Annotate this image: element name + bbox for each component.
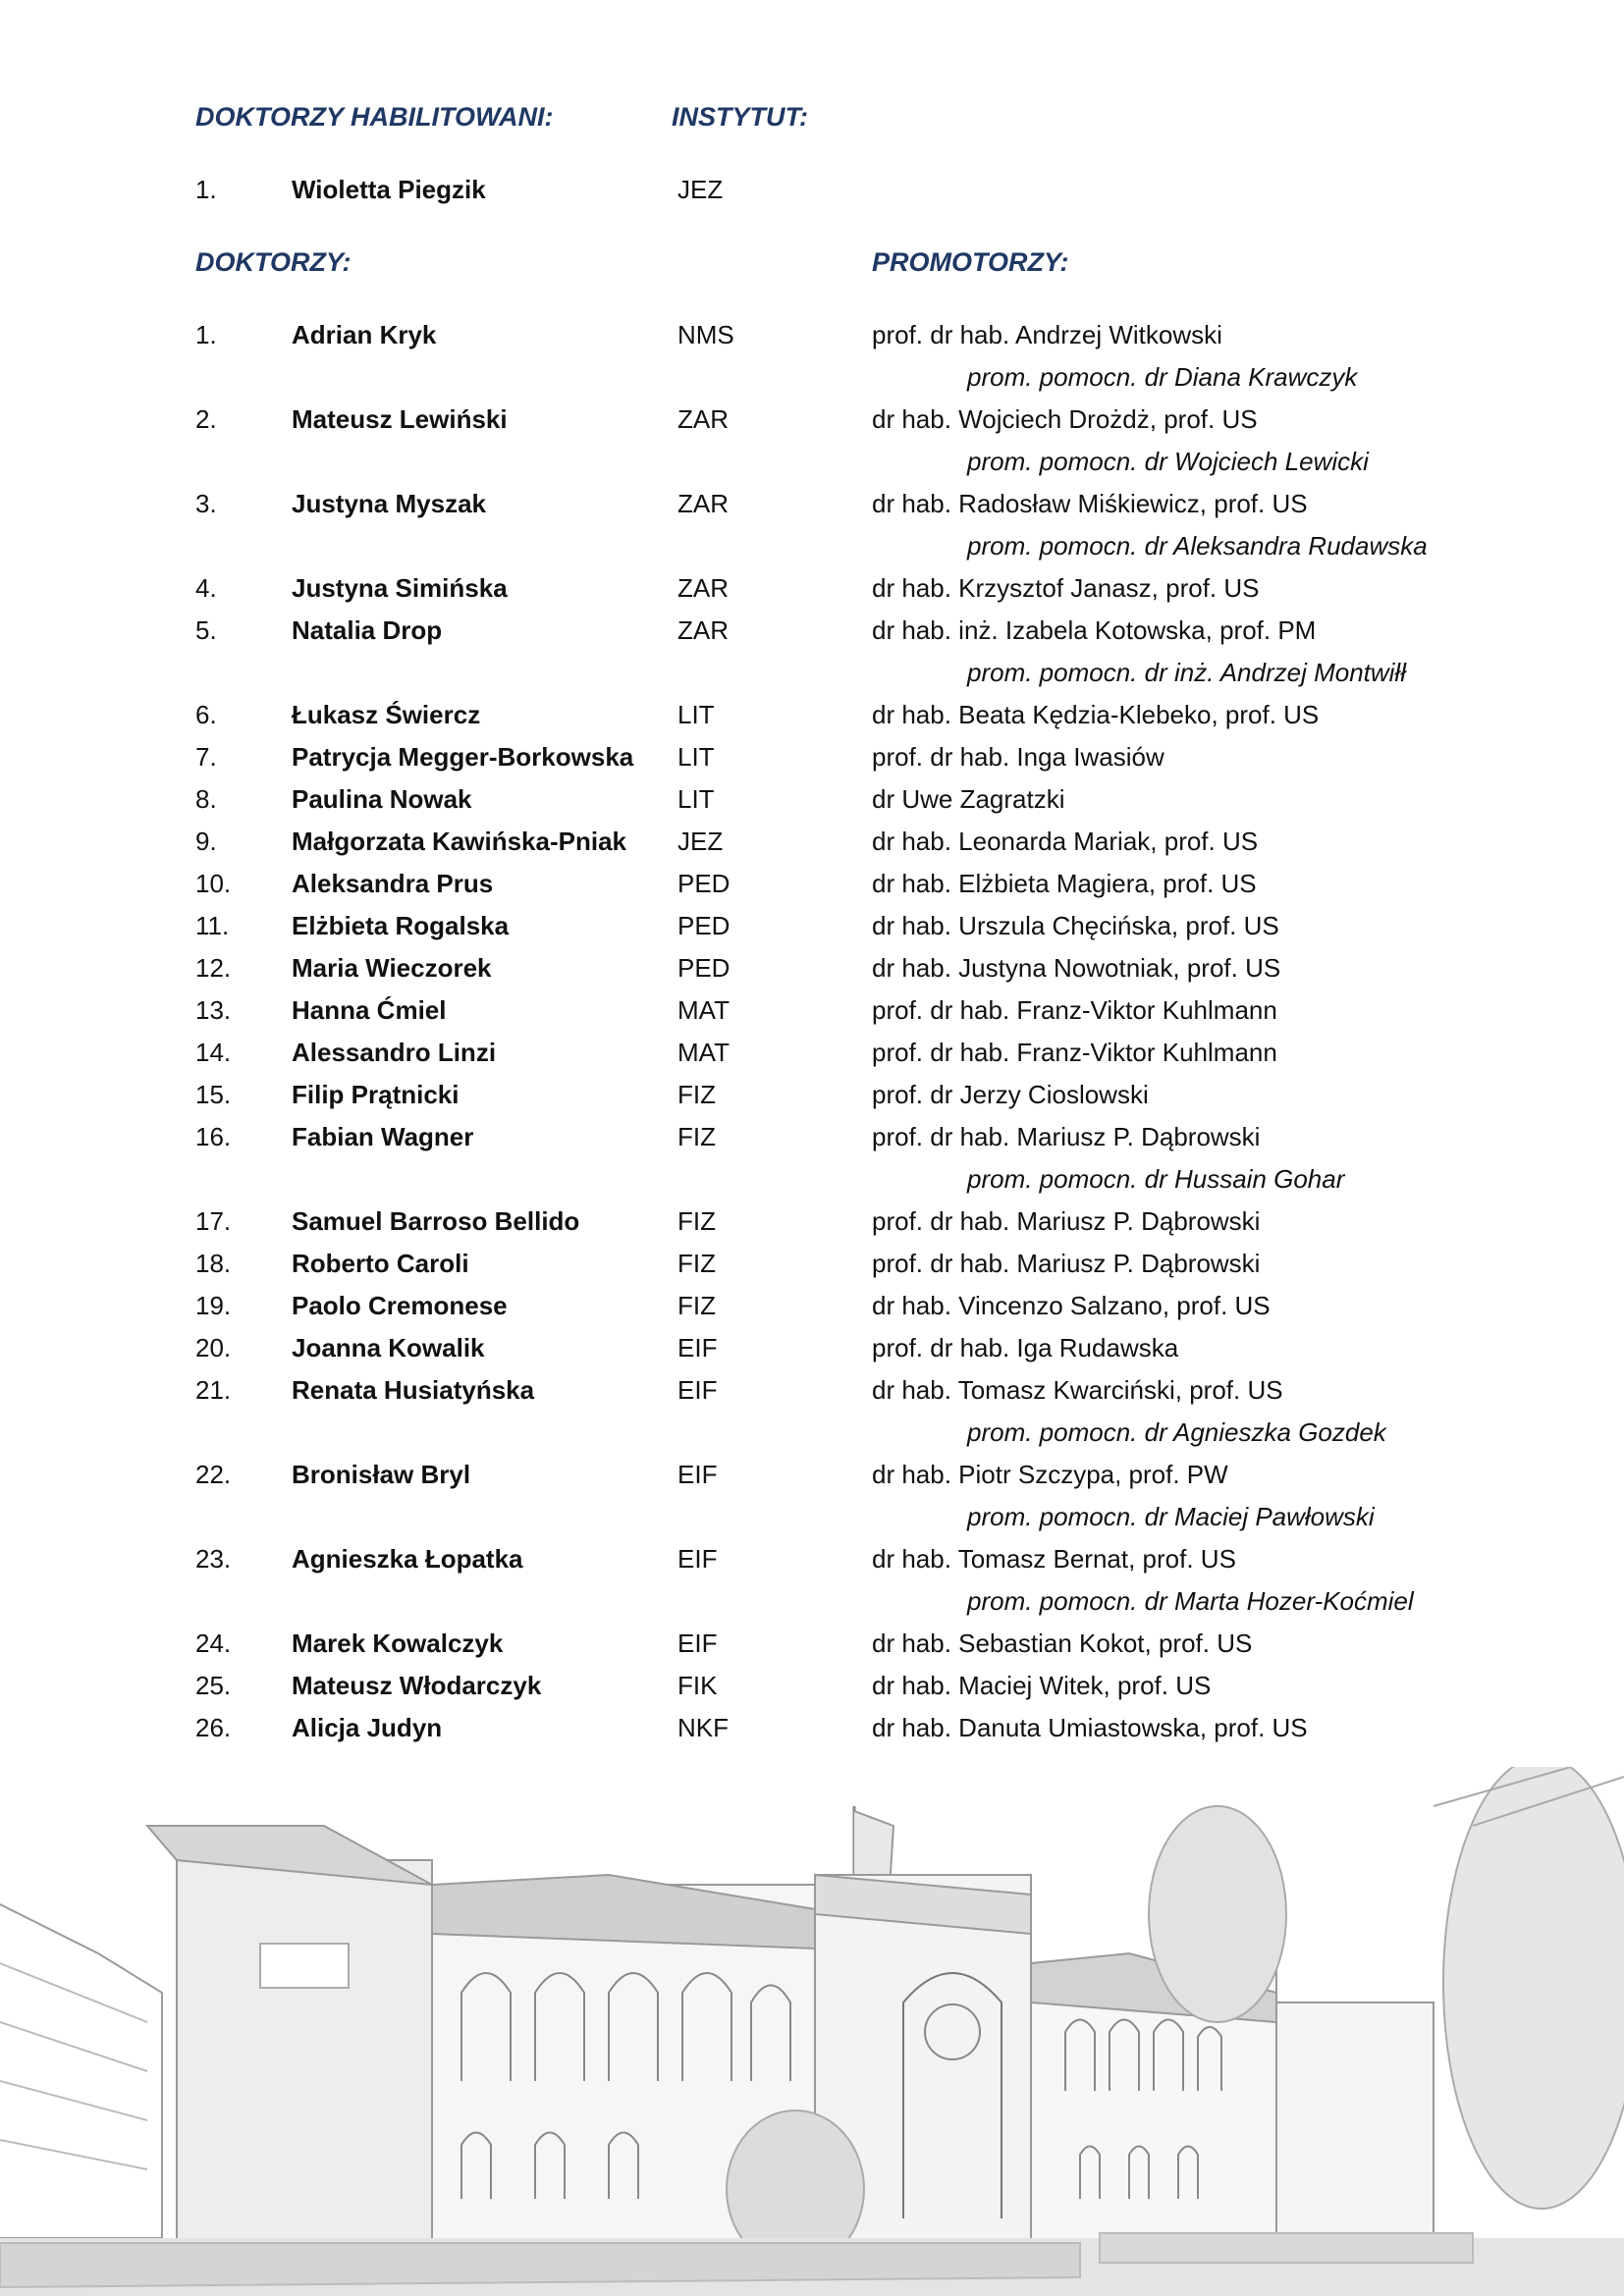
doctor-row [0, 1707, 1624, 1749]
supervisor-name: dr hab. Krzysztof Janasz, prof. US [872, 573, 1260, 603]
institute-code: FIZ [677, 1249, 716, 1278]
supervisor-name: prof. dr hab. Franz-Viktor Kuhlmann [872, 995, 1277, 1025]
person-name: Marek Kowalczyk [292, 1629, 504, 1658]
row-number: 12. [195, 953, 232, 983]
doctor-row [0, 1116, 1624, 1158]
institute-code: LIT [677, 784, 715, 814]
row-number: 10. [195, 869, 232, 898]
assistant-supervisor-name: prom. pomocn. dr Agnieszka Gozdek [967, 1417, 1386, 1447]
person-name: Justyna Simińska [292, 573, 508, 603]
person-name: Alessandro Linzi [292, 1038, 497, 1067]
row-number: 7. [195, 742, 217, 772]
assistant-supervisor-name: prom. pomocn. dr Diana Krawczyk [967, 362, 1358, 392]
row-number: 22. [195, 1460, 232, 1489]
person-name: Alicja Judyn [292, 1713, 443, 1742]
person-name: Adrian Kryk [292, 320, 437, 349]
doctor-row [0, 736, 1624, 778]
assistant-supervisor-name: prom. pomocn. dr Wojciech Lewicki [967, 447, 1369, 476]
person-name: Filip Prątnicki [292, 1080, 460, 1109]
supervisor-name: dr hab. Wojciech Drożdż, prof. US [872, 404, 1258, 434]
row-number: 13. [195, 995, 232, 1025]
row-number: 20. [195, 1333, 232, 1362]
supervisor-name: dr hab. Vincenzo Salzano, prof. US [872, 1291, 1271, 1320]
doctor-row [0, 905, 1624, 947]
institute-code: EIF [677, 1629, 718, 1658]
row-number: 1. [195, 175, 217, 204]
assistant-supervisor-row [0, 1158, 1624, 1201]
supervisor-name: dr hab. Tomasz Kwarciński, prof. US [872, 1375, 1283, 1405]
doctor-row [0, 1032, 1624, 1074]
institute-code: MAT [677, 995, 730, 1025]
person-name: Hanna Ćmiel [292, 995, 447, 1025]
institute-code: MAT [677, 1038, 730, 1067]
supervisor-name: prof. dr hab. Iga Rudawska [872, 1333, 1179, 1362]
supervisor-name: dr Uwe Zagratzki [872, 784, 1065, 814]
row-number: 17. [195, 1206, 232, 1236]
doctor-row [0, 947, 1624, 989]
institute-code: EIF [677, 1375, 718, 1405]
assistant-supervisor-row [0, 1412, 1624, 1454]
doctors-header: DOKTORZY: [195, 247, 352, 277]
supervisor-name: dr hab. Urszula Chęcińska, prof. US [872, 911, 1279, 940]
doctor-row [0, 1243, 1624, 1285]
row-number: 5. [195, 615, 217, 645]
habilitated-row [0, 169, 1624, 211]
person-name: Paolo Cremonese [292, 1291, 508, 1320]
assistant-supervisor-name: prom. pomocn. dr Hussain Gohar [967, 1164, 1345, 1194]
person-name: Maria Wieczorek [292, 953, 492, 983]
supervisor-name: prof. dr hab. Andrzej Witkowski [872, 320, 1222, 349]
person-name: Mateusz Lewiński [292, 404, 508, 434]
supervisor-name: prof. dr hab. Mariusz P. Dąbrowski [872, 1122, 1261, 1151]
assistant-supervisor-row [0, 1580, 1624, 1623]
assistant-supervisor-row [0, 356, 1624, 399]
person-name: Justyna Myszak [292, 489, 486, 518]
person-name: Mateusz Włodarczyk [292, 1671, 542, 1700]
row-number: 21. [195, 1375, 232, 1405]
doctor-row [0, 989, 1624, 1032]
person-name: Renata Husiatyńska [292, 1375, 535, 1405]
row-number: 25. [195, 1671, 232, 1700]
person-name: Aleksandra Prus [292, 869, 494, 898]
doctor-row [0, 483, 1624, 525]
institute-code: NMS [677, 320, 734, 349]
institute-code: PED [677, 869, 731, 898]
row-number: 26. [195, 1713, 232, 1742]
row-number: 3. [195, 489, 217, 518]
person-name: Wioletta Piegzik [292, 175, 486, 204]
person-name: Fabian Wagner [292, 1122, 474, 1151]
supervisor-name: prof. dr hab. Franz-Viktor Kuhlmann [872, 1038, 1277, 1067]
row-number: 1. [195, 320, 217, 349]
person-name: Joanna Kowalik [292, 1333, 485, 1362]
supervisor-name: dr hab. Justyna Nowotniak, prof. US [872, 953, 1281, 983]
doctor-row [0, 1665, 1624, 1707]
institute-header: INSTYTUT: [672, 102, 808, 132]
row-number: 4. [195, 573, 217, 603]
row-number: 11. [195, 911, 230, 940]
institute-code: LIT [677, 700, 715, 729]
doctor-row [0, 1327, 1624, 1369]
assistant-supervisor-name: prom. pomocn. dr inż. Andrzej Montwiłł [967, 658, 1406, 687]
supervisor-name: prof. dr hab. Mariusz P. Dąbrowski [872, 1206, 1261, 1236]
institute-code: PED [677, 911, 731, 940]
institute-code: ZAR [677, 573, 729, 603]
supervisor-name: dr hab. Piotr Szczypa, prof. PW [872, 1460, 1228, 1489]
doctor-row [0, 567, 1624, 610]
supervisor-name: dr hab. Danuta Umiastowska, prof. US [872, 1713, 1308, 1742]
doctor-row [0, 1285, 1624, 1327]
institute-code: FIZ [677, 1206, 716, 1236]
institute-code: ZAR [677, 404, 729, 434]
supervisor-name: dr hab. Maciej Witek, prof. US [872, 1671, 1212, 1700]
person-name: Samuel Barroso Bellido [292, 1206, 580, 1236]
supervisor-name: dr hab. Radosław Miśkiewicz, prof. US [872, 489, 1308, 518]
institute-code: FIZ [677, 1122, 716, 1151]
supervisor-name: prof. dr Jerzy Cioslowski [872, 1080, 1149, 1109]
supervisors-header: PROMOTORZY: [872, 247, 1069, 277]
institute-code: EIF [677, 1544, 718, 1574]
habilitated-header: DOKTORZY HABILITOWANI: [195, 102, 554, 132]
supervisor-name: prof. dr hab. Mariusz P. Dąbrowski [872, 1249, 1261, 1278]
assistant-supervisor-name: prom. pomocn. dr Marta Hozer-Koćmiel [967, 1586, 1414, 1616]
assistant-supervisor-row [0, 1496, 1624, 1538]
assistant-supervisor-row [0, 525, 1624, 567]
doctor-row [0, 610, 1624, 652]
doctor-row [0, 1201, 1624, 1243]
institute-code: ZAR [677, 489, 729, 518]
person-name: Małgorzata Kawińska-Pniak [292, 827, 626, 856]
supervisor-name: dr hab. Leonarda Mariak, prof. US [872, 827, 1259, 856]
doctor-row [0, 778, 1624, 821]
assistant-supervisor-row [0, 652, 1624, 694]
institute-code: JEZ [677, 175, 724, 204]
supervisor-name: dr hab. Elżbieta Magiera, prof. US [872, 869, 1257, 898]
institute-code: EIF [677, 1333, 718, 1362]
person-name: Agnieszka Łopatka [292, 1544, 523, 1574]
person-name: Roberto Caroli [292, 1249, 469, 1278]
person-name: Patrycja Megger-Borkowska [292, 742, 634, 772]
institute-code: EIF [677, 1460, 718, 1489]
supervisor-name: prof. dr hab. Inga Iwasiów [872, 742, 1164, 772]
row-number: 18. [195, 1249, 232, 1278]
doctor-row [0, 1074, 1624, 1116]
supervisor-name: dr hab. Tomasz Bernat, prof. US [872, 1544, 1236, 1574]
row-number: 2. [195, 404, 217, 434]
row-number: 6. [195, 700, 217, 729]
supervisor-name: dr hab. Beata Kędzia-Klebeko, prof. US [872, 700, 1320, 729]
person-name: Bronisław Bryl [292, 1460, 471, 1489]
institute-code: FIZ [677, 1080, 716, 1109]
doctor-row [0, 314, 1624, 356]
university-building-sketch-icon [0, 1767, 1624, 2296]
institute-code: ZAR [677, 615, 729, 645]
row-number: 23. [195, 1544, 232, 1574]
doctor-row [0, 863, 1624, 905]
supervisor-name: dr hab. Sebastian Kokot, prof. US [872, 1629, 1253, 1658]
institute-code: LIT [677, 742, 715, 772]
person-name: Elżbieta Rogalska [292, 911, 510, 940]
person-name: Łukasz Świercz [292, 700, 481, 729]
supervisor-name: dr hab. inż. Izabela Kotowska, prof. PM [872, 615, 1317, 645]
doctor-row [0, 694, 1624, 736]
assistant-supervisor-name: prom. pomocn. dr Aleksandra Rudawska [967, 531, 1428, 561]
assistant-supervisor-name: prom. pomocn. dr Maciej Pawłowski [967, 1502, 1375, 1531]
row-number: 24. [195, 1629, 232, 1658]
person-name: Natalia Drop [292, 615, 443, 645]
assistant-supervisor-row [0, 441, 1624, 483]
institute-code: JEZ [677, 827, 724, 856]
institute-code: PED [677, 953, 731, 983]
row-number: 8. [195, 784, 217, 814]
row-number: 14. [195, 1038, 232, 1067]
doctor-row [0, 1538, 1624, 1580]
doctor-row [0, 1623, 1624, 1665]
person-name: Paulina Nowak [292, 784, 472, 814]
row-number: 9. [195, 827, 217, 856]
institute-code: FIK [677, 1671, 718, 1700]
institute-code: FIZ [677, 1291, 716, 1320]
doctor-row [0, 399, 1624, 441]
doctor-row [0, 1369, 1624, 1412]
row-number: 19. [195, 1291, 232, 1320]
institute-code: NKF [677, 1713, 729, 1742]
doctor-row [0, 821, 1624, 863]
row-number: 15. [195, 1080, 232, 1109]
doctor-row [0, 1454, 1624, 1496]
row-number: 16. [195, 1122, 232, 1151]
